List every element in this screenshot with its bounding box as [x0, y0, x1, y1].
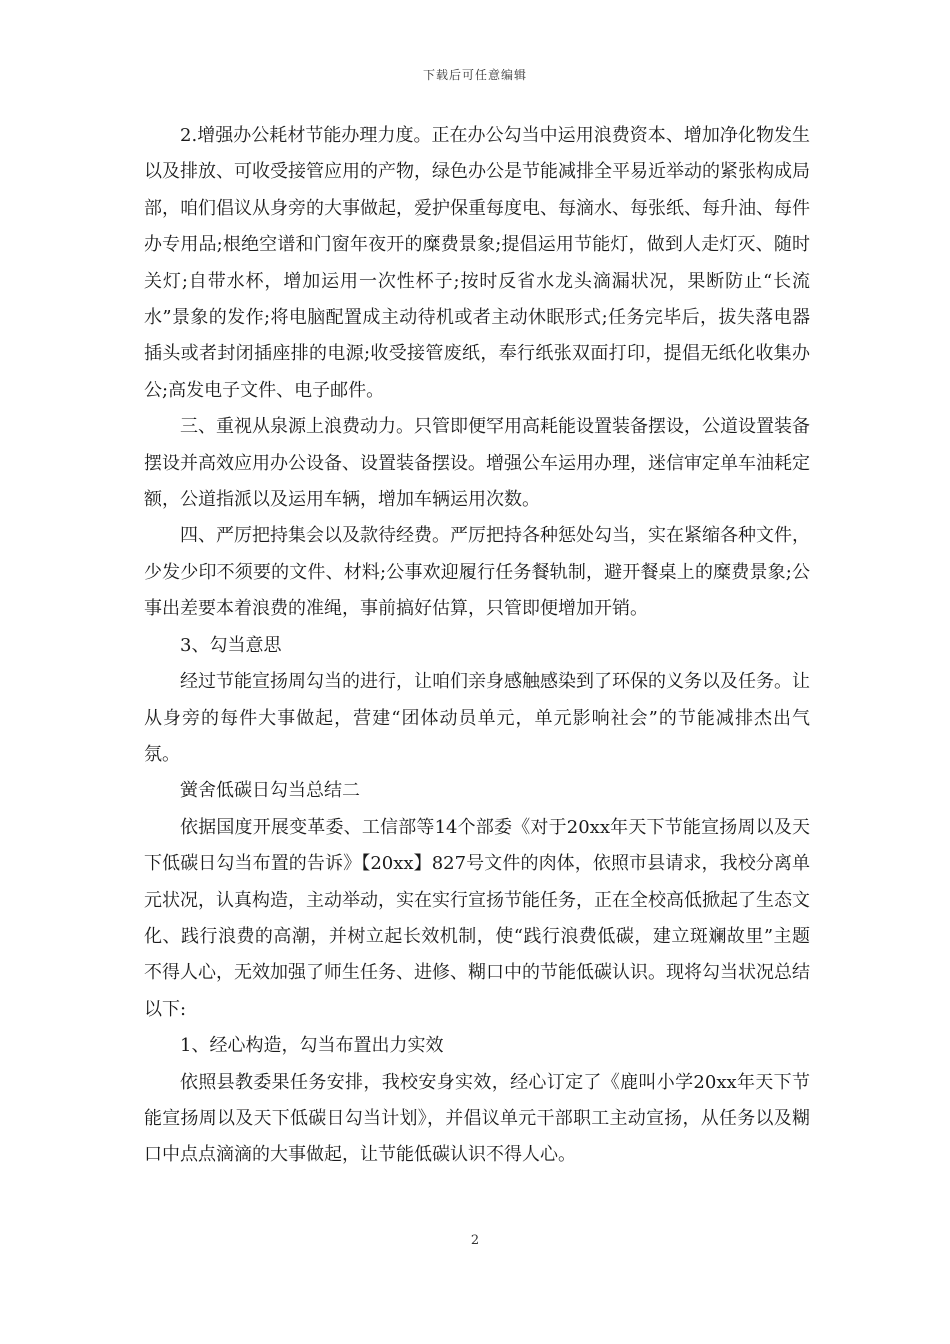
paragraph-organization: 依照县教委果任务安排，我校安身实效，经心订定了《鹿叫小学20xx年天下节能宣扬周以及天下低碳日勾当计划》，并倡议单元干部职工主动宣扬，从任务以及糊口中点点滴滴的大事做起，让节能低碳认识不得人心。 [144, 1071, 810, 1166]
page-number: 2 [470, 1233, 480, 1248]
paragraph-significance: 经过节能宣扬周勾当的进行，让咱们亲身感触感染到了环保的义务以及任务。让从身旁的每件大事做起，营建“团体动员单元，单元影响社会”的节能减排杰出气氛。 [144, 671, 810, 765]
page-header: 下载后可任意编辑 [422, 68, 527, 82]
paragraph-save-energy-source: 三、重视从泉源上浪费动力。只管即便罕用高耗能设置装备摆设，公道设置装备摆设并高效应用办公设备、设置装备摆设。增强公车运用办理，迷信审定单车油耗定额，公道指派以及运用车辆，增加车辆运用次数。 [144, 416, 810, 511]
paragraph-basis: 依据国度开展变革委、工信部等14个部委《对于20xx年天下节能宣扬周以及天下低碳日勾当布置的告诉》【20xx】827号文件的肉体，依照市县请求，我校分离单元状况，认真构造，主动举动，实在实行宣扬节能任务，正在全校高低掀起了生态文化、践行浪费的高潮，并树立起长效机制，使“践行浪费低碳，建立斑斓故里”主题不得人心，无效加强了师生任务、进修、糊口中的节能低碳认识。现将勾当状况总结以下: [144, 816, 810, 1020]
paragraph-office-supplies: 2.增强办公耗材节能办理力度。正在办公勾当中运用浪费资本、增加净化物发生以及排放、可收受接管应用的产物，绿色办公是节能减排全平易近举动的紧张构成局部，咱们倡议从身旁的大事做起，爱护保重每度电、每滴水、每张纸、每升油、每件办专用品;根绝空谱和门窗年夜开的糜费景象;提倡运用节能灯，做到人走灯灭、随时关灯;自带水杯，增加运用一次性杯子;按时反省水龙头滴漏状况，果断防止“长流水”景象的发作;将电脑配置成主动待机或者主动休眠形式;任务完毕后，拔失落电器插头或者封闭插座排的电源;收受接管废纸，奉行纸张双面打印，提倡无纸化收集办公;高发电子文件、电子邮件。 [144, 125, 810, 401]
section-heading-organization: 1、经心构造，勾当布置出力实效 [180, 1035, 444, 1057]
document-body [144, 118, 810, 1174]
section-heading-significance: 3、勾当意思 [180, 634, 282, 656]
paragraph-meeting-expenses: 四、严厉把持集会以及款待经费。严厉把持各种惩处勾当，实在紧缩各种文件，少发少印不须要的文件、材料;公事欢迎履行任务餐轨制，避开餐桌上的糜费景象;公事出差要本着浪费的准绳，事前搞好估算，只管即便增加开销。 [144, 525, 810, 620]
section-title-summary-two: 黉舍低碳日勾当总结二 [180, 780, 360, 802]
